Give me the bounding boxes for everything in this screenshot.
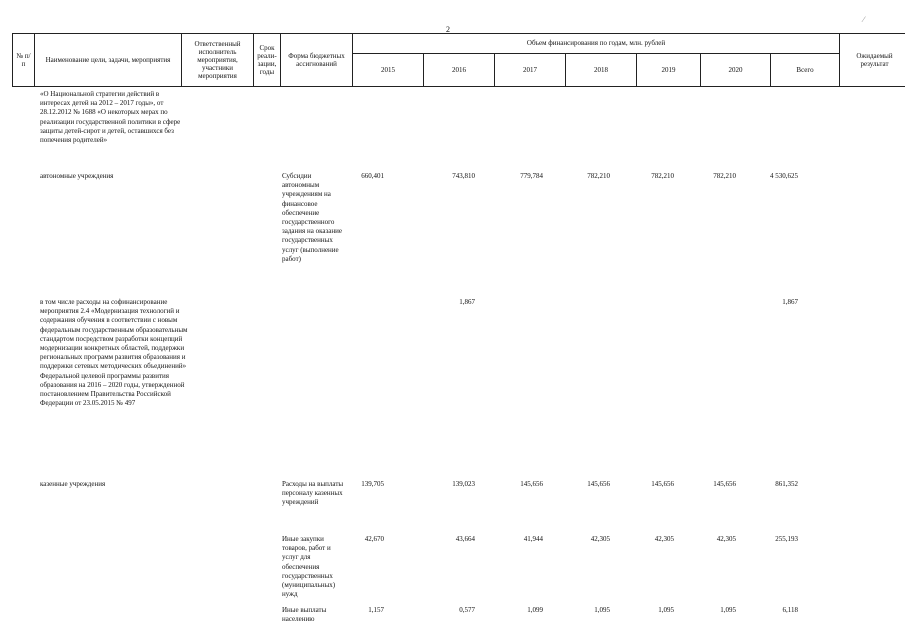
- value-2020: 1,095: [720, 606, 736, 614]
- header-year-2020: 2020: [701, 54, 771, 87]
- value-2016: 139,023: [452, 480, 475, 488]
- row-name: «О Национальной стратегии действий в интересах детей на 2012 – 2017 годы», от 28.12.2012 № 1688 «О некоторых мерах по реализации государственной политики в сфере защиты детей-сирот и детей, оставшихся без попечения родителей»: [40, 90, 181, 145]
- header-table: [12, 33, 905, 87]
- value-2020: 782,210: [713, 172, 736, 180]
- value-2015: 660,401: [361, 172, 384, 180]
- value-total: 861,352: [775, 480, 798, 488]
- header-year-2019: 2019: [637, 54, 701, 87]
- row-form: Иные выплаты населению: [282, 606, 327, 624]
- header-executor: Ответственный исполнитель мероприятия, участники мероприятия: [182, 34, 254, 87]
- value-total: 4 530,625: [770, 172, 798, 180]
- header-year-2015: 2015: [353, 54, 424, 87]
- value-2017: 779,784: [520, 172, 543, 180]
- value-total: 1,867: [782, 298, 798, 306]
- page-number: 2: [446, 25, 450, 34]
- value-2019: 42,305: [654, 535, 674, 543]
- row-form: Субсидии автономным учреждениям на финансовое обеспечение государственного задания на оказание государственных услуг (выполнение работ): [282, 172, 342, 263]
- header-total: Всего: [771, 54, 840, 87]
- value-2017: 41,944: [523, 535, 543, 543]
- value-2020: 42,305: [716, 535, 736, 543]
- value-2017: 1,099: [527, 606, 543, 614]
- value-2015: 139,705: [361, 480, 384, 488]
- header-funding: Объем финансирования по годам, млн. рублей: [353, 34, 840, 54]
- row-name: казенные учреждения: [40, 480, 106, 488]
- row-name: автономные учреждения: [40, 172, 114, 180]
- value-2018: 42,305: [590, 535, 610, 543]
- header-name: Наименование цели, задачи, мероприятия: [35, 34, 182, 87]
- value-2015: 42,670: [364, 535, 384, 543]
- scan-mark: ⁄: [863, 15, 865, 24]
- row-name: в том числе расходы на софинансирование мероприятия 2.4 «Модернизация технологий и содержания обучения в соответствии с новым федеральным государственным образовательным стандартом посредством разработки концепций модернизации конкретных областей, поддержки региональных программ развития образования и поддержки сетевых методических объединений» Федеральной целевой программы развития образования на 2016 – 2020 годы, утвержденной постановлением Правительства Российской Федерации от 23.05.2015 № 497: [40, 298, 188, 408]
- value-2019: 1,095: [658, 606, 674, 614]
- value-2017: 145,656: [520, 480, 543, 488]
- value-2020: 145,656: [713, 480, 736, 488]
- value-2019: 145,656: [651, 480, 674, 488]
- header-year-2018: 2018: [566, 54, 637, 87]
- header-num: № п/п: [13, 34, 35, 87]
- value-2018: 782,210: [587, 172, 610, 180]
- header-result: Ожидаемый результат: [840, 34, 905, 87]
- value-total: 6,118: [782, 606, 798, 614]
- header-form: Форма бюджетных ассигнований: [281, 34, 353, 87]
- header-year-2017: 2017: [495, 54, 566, 87]
- row-form: Иные закупки товаров, работ и услуг для обеспечения государственных (муниципальных) нужд: [282, 535, 336, 599]
- value-2018: 145,656: [587, 480, 610, 488]
- value-2018: 1,095: [594, 606, 610, 614]
- value-2015: 1,157: [368, 606, 384, 614]
- row-form: Расходы на выплаты персоналу казенных учреждений: [282, 480, 344, 507]
- value-2016: 43,664: [455, 535, 475, 543]
- value-2016: 0,577: [459, 606, 475, 614]
- value-2016: 743,810: [452, 172, 475, 180]
- header-term: Срок реали-зации, годы: [254, 34, 281, 87]
- value-total: 255,193: [775, 535, 798, 543]
- value-2016: 1,867: [459, 298, 475, 306]
- header-year-2016: 2016: [424, 54, 495, 87]
- value-2019: 782,210: [651, 172, 674, 180]
